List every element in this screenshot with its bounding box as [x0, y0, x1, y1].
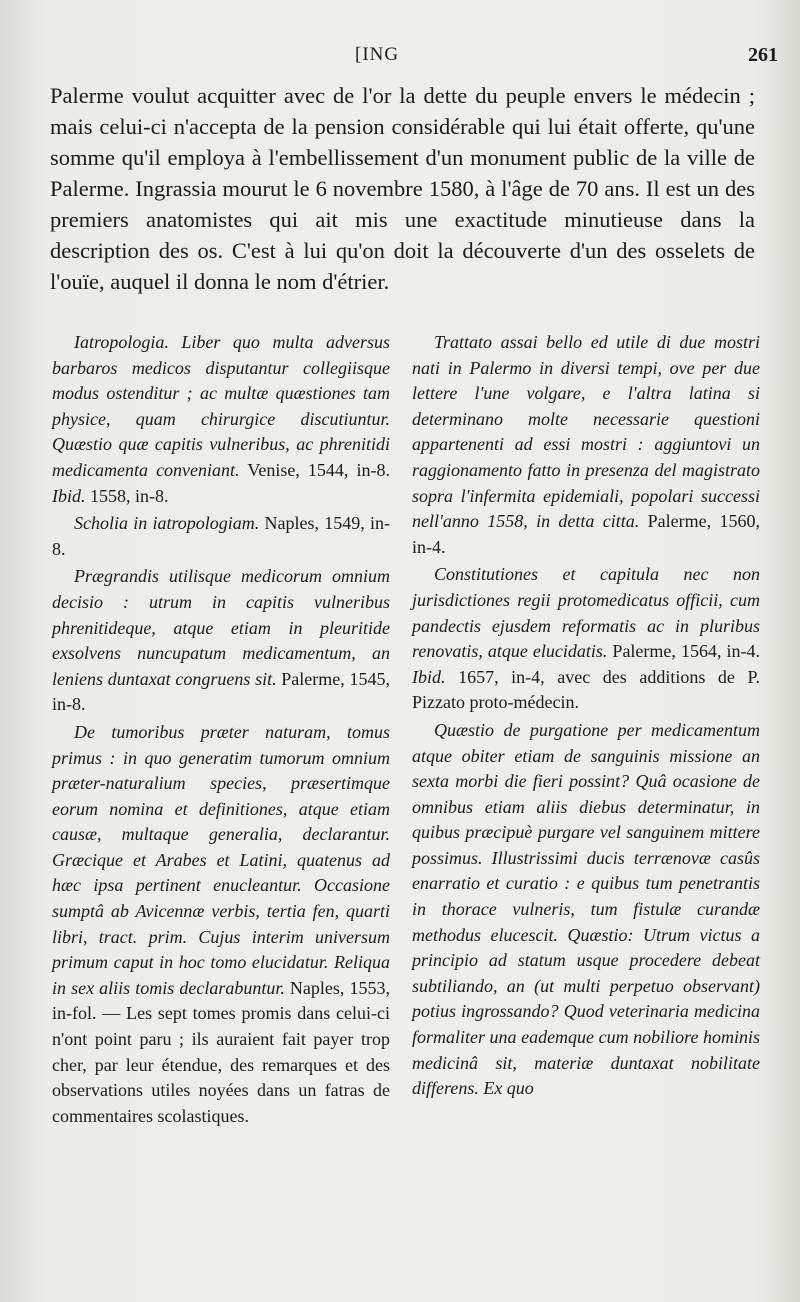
entry-imprint: Naples, 1549, in-8.: [52, 513, 390, 559]
bibliography-entry: [412, 718, 760, 1102]
entry-imprint: Palerme, 1564, in-4.: [607, 641, 760, 662]
bibliography-entry: [412, 330, 760, 560]
entry-title: Scholia in iatropologiam.: [74, 513, 260, 534]
bibliography-entry: [52, 564, 390, 718]
entry-imprint: Palerme, 1545, in-8.: [52, 668, 390, 715]
entry-imprint-ibid: 1558, in-8.: [85, 485, 169, 506]
entry-title: Constitutiones et capitula nec non jurisdictiones regii protomedicatus officii, cum pandectis ejusdem reformatis ac in pluribus renovatis, atque elucidatis.: [412, 564, 760, 662]
entry-imprint: Venise, 1544, in-8.: [239, 459, 390, 480]
intro-paragraph: Palerme voulut acquitter avec de l'or la dette du peuple envers le médecin ; mais celui-ci n'accepta de la pension considérable qui lui était offerte, qu'une somme qu'il employa à l'embellissement d'un monument public de la ville de Palerme. Ingrassia mourut le 6 novembre 1580, à l'âge de 70 ans. Il est un des premiers anatomistes qui ait mis une exactitude minutieuse dans la description des os. C'est à lui qu'on doit la découverte d'un des osselets de l'ouïe, auquel il donna le nom d'étrier.: [50, 83, 755, 294]
entry-title-ibid: Ibid.: [52, 485, 86, 506]
entry-imprint: Naples, 1553, in-fol. — Les sept tomes promis dans celui-ci n'ont point paru ; ils auraient fait payer trop cher, par leur étendue, des remarques et des observations utiles noyées dans un fatras de commentaires scolastiques.: [52, 977, 390, 1126]
bibliography-entry: [52, 720, 390, 1130]
entry-title: Prægrandis utilisque medicorum omnium decisio : utrum in capitis vulneribus phrenitideque, atque etiam in pleuritide exsolvens nuncupatum medicamentum, an leniens duntaxat congruens sit.: [52, 566, 390, 689]
left-column: [52, 330, 390, 1131]
bibliography-entry: [52, 511, 390, 562]
right-column: [412, 330, 760, 1104]
entry-imprint: Palerme, 1560, in-4.: [412, 511, 761, 557]
entry-title: Quæstio de purgatione per medicamentum atque obiter etiam de sanguinis missione an sexta morbi die fieri possint? Quâ ocasione de omnibus etiam aliis diebus determinatur, in quibus præcipuè purgare vel sanguinem mittere possimus. Illustrissimi ducis terrænovæ casûs enarratio et curatio : e quibus tum penetrantis in thorace vulneris, tum fistulæ curandæ methodus elucescit. Quæstio: Utrum victus a principio ad statum usque procedere debeat subtiliando, an (ut multi perpetuo observant) potius ingrossando? Quod veterinaria medicina formaliter una eademque cum nobiliore hominis medicinâ sit, materiæ duntaxat nobilitate differens. Ex quo: [412, 719, 760, 1099]
bibliography-entry: [412, 562, 760, 716]
entry-title: Trattato assai bello ed utile di due mostri nati in Palermo in diversi tempi, ove per due lettere l'une volgare, e l'altra latina si determinano molte necessarie questioni appartenenti ad essi mostri : aggiuntovi un raggionamento fatto in presenza del magistrato sopra l'infermita epidemiali, popolari successi nell'anno 1558, in detta citta.: [412, 332, 760, 532]
entry-title-ibid: Ibid.: [412, 666, 446, 687]
page-number: 261: [748, 44, 778, 66]
entry-title: Iatropologia. Liber quo multa adversus barbaros medicos disputantur collegiisque modus ostenditur ; ac multæ quæstiones tam physice, quam chirurgice discutiuntur. Quæstio quæ capitis vulneribus, ac phrenitidi medicamenta conveniant.: [52, 332, 390, 480]
bibliography-entry: [52, 330, 390, 509]
running-head: [0, 44, 800, 74]
entry-title: De tumoribus præter naturam, tomus primus : in quo generatim tumorum omnium præter-naturalium species, præsertimque eorum nomina et definitiones, atque etiam causæ, multaque generalia, declarantur. Græcique et Arabes et Latini, quatenus ad hæc ipsa pertinent enucleantur. Occasione sumptâ ab Avicennæ verbis, tertia fen, quarti libri, tract. prim. Cujus interim universum primum caput in hoc tomo elucidatur. Reliqua in sex aliis tomis declarabuntur.: [52, 721, 390, 998]
running-head-title: [ING: [355, 44, 400, 65]
entry-imprint-ibid: 1657, in-4, avec des additions de P. Pizzato proto-médecin.: [412, 666, 760, 713]
